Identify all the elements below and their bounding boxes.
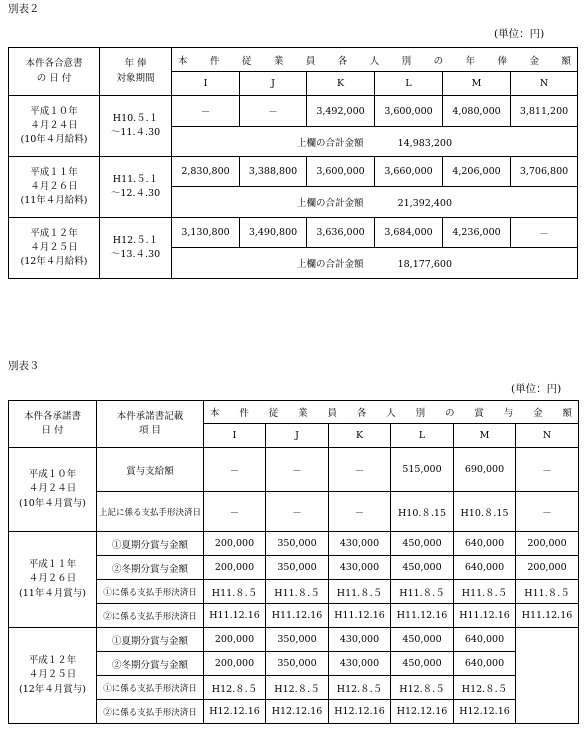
bonus-cell: 690,000 — [454, 448, 516, 492]
bonus-cell: H12.８.５ — [204, 676, 266, 700]
bonus-cell: H11.12.16 — [391, 604, 454, 628]
total-row — [172, 187, 578, 218]
bonus-cell: 200,000 — [204, 556, 266, 580]
header-salary-by-employee: 本 件 従 業 員 各 人 別 の 年 俸 金 額 — [172, 48, 578, 72]
salary-cell: 3,660,000 — [375, 157, 443, 187]
bonus-cell: H11.12.16 — [266, 604, 329, 628]
salary-cell: 3,492,000 — [307, 96, 375, 127]
total-value: 21,392,400 — [397, 198, 452, 209]
salary-cell: 4,206,000 — [443, 157, 511, 187]
bonus-cell: 430,000 — [329, 628, 391, 652]
bonus-cell: H11.12.16 — [329, 604, 391, 628]
bonus-cell: H12.12.16 — [391, 700, 454, 724]
bonus-cell: 450,000 — [391, 556, 454, 580]
bonus-cell: 430,000 — [329, 532, 391, 556]
salary-period: H10.５.１ ～11.４.30 — [100, 96, 172, 157]
header-consent-date: 本件各承諾書 日 付 — [9, 401, 97, 448]
salary-cell: － — [511, 218, 578, 248]
bonus-cell: H11.８.５ — [391, 580, 454, 604]
salary-cell: 3,684,000 — [375, 218, 443, 248]
salary-cell: 2,830,800 — [172, 157, 240, 187]
bonus-cell: H12.12.16 — [454, 700, 516, 724]
item-label: ①夏期分賞与金額 — [97, 628, 204, 652]
bonus-cell: H11.８.５ — [454, 580, 516, 604]
bonus-cell: 200,000 — [516, 556, 579, 580]
person-header: N — [511, 72, 578, 96]
agreement-date: 平成１２年 ４月２５日 (12年４月給料) — [9, 218, 100, 279]
bonus-cell: 515,000 — [391, 448, 454, 492]
bonus-cell: H11.８.５ — [329, 580, 391, 604]
bonus-cell: H11.12.16 — [454, 604, 516, 628]
total-label: 上欄の合計金額 — [297, 137, 364, 149]
bonus-cell: H10.８.15 — [391, 492, 454, 532]
person-header: M — [454, 424, 516, 448]
consent-date: 平成１１年 ４月２６日 (11年４月賞与) — [9, 532, 97, 628]
item-label: 上記に係る支払手形決済日 — [97, 492, 204, 532]
salary-cell: 3,706,800 — [511, 157, 578, 187]
bonus-cell: － — [329, 492, 391, 532]
bonus-cell: － — [516, 492, 579, 532]
item-label: ①に係る支払手形決済日 — [97, 580, 204, 604]
salary-period: H12.５.１ ～13.４.30 — [100, 218, 172, 279]
table3-title: 別表３ — [8, 360, 40, 372]
bonus-cell: H12.８.５ — [266, 676, 329, 700]
bonus-cell: 350,000 — [266, 628, 329, 652]
bonus-cell: 430,000 — [329, 652, 391, 676]
header-bonus-by-employee: 本 件 従 業 員 各 人 別 の 賞 与 金 額 — [204, 401, 579, 424]
salary-cell: 3,811,200 — [511, 96, 578, 127]
header-salary-period: 年 俸 対象期間 — [100, 48, 172, 96]
bonus-cell: － — [266, 492, 329, 532]
header-agreement-date: 本件各合意書 の 日 付 — [9, 48, 100, 96]
consent-date: 平成１０年 ４月２４日 (10年４月賞与) — [9, 448, 97, 532]
bonus-cell: H10.８.15 — [454, 492, 516, 532]
bonus-cell: 640,000 — [454, 652, 516, 676]
person-header: I — [172, 72, 240, 96]
bonus-cell: 200,000 — [204, 652, 266, 676]
salary-cell: 3,388,800 — [240, 157, 307, 187]
bonus-table — [8, 400, 579, 724]
total-value: 14,983,200 — [397, 137, 452, 149]
salary-cell: 3,490,800 — [240, 218, 307, 248]
bonus-cell: － — [516, 448, 579, 492]
bonus-cell: H11.12.16 — [204, 604, 266, 628]
person-header: K — [329, 424, 391, 448]
header-consent-item: 本件承諾書記載 項 目 — [97, 401, 204, 448]
bonus-cell: 200,000 — [516, 532, 579, 556]
salary-table — [8, 47, 578, 279]
bonus-cell: 640,000 — [454, 556, 516, 580]
bonus-cell: H12.12.16 — [266, 700, 329, 724]
salary-cell: 4,236,000 — [443, 218, 511, 248]
item-label: ①夏期分賞与金額 — [97, 532, 204, 556]
salary-cell: 4,080,000 — [443, 96, 511, 127]
salary-period: H11.５.１ ～12.４.30 — [100, 157, 172, 218]
bonus-cell: H11.12.16 — [516, 604, 579, 628]
total-value: 18,177,600 — [397, 259, 452, 270]
bonus-cell: 640,000 — [454, 532, 516, 556]
bonus-cell: H12.12.16 — [204, 700, 266, 724]
bonus-cell: 350,000 — [266, 652, 329, 676]
bonus-cell: 200,000 — [204, 628, 266, 652]
bonus-cell: － — [266, 448, 329, 492]
person-header: M — [443, 72, 511, 96]
salary-cell: 3,130,800 — [172, 218, 240, 248]
item-label: ②冬期分賞与金額 — [97, 556, 204, 580]
agreement-date: 平成１０年 ４月２４日 (10年４月給料) — [9, 96, 100, 157]
bonus-cell: H12.８.５ — [454, 676, 516, 700]
bonus-cell: H11.８.５ — [516, 580, 579, 604]
agreement-date: 平成１１年 ４月２６日 (11年４月給料) — [9, 157, 100, 218]
bonus-cell: － — [204, 448, 266, 492]
bonus-cell: H12.８.５ — [391, 676, 454, 700]
person-header: L — [391, 424, 454, 448]
table2-title: 別表２ — [8, 3, 40, 15]
person-header: K — [307, 72, 375, 96]
salary-cell: 3,600,000 — [307, 157, 375, 187]
bonus-cell: － — [329, 448, 391, 492]
salary-cell: － — [172, 96, 240, 127]
bonus-cell: H11.８.５ — [204, 580, 266, 604]
total-row — [172, 127, 578, 157]
bonus-cell: 350,000 — [266, 532, 329, 556]
table3-unit: (単位：円) — [511, 383, 562, 395]
total-label: 上欄の合計金額 — [297, 198, 364, 209]
total-row — [172, 248, 578, 279]
item-label: ②に係る支払手形決済日 — [97, 604, 204, 628]
person-header: J — [266, 424, 329, 448]
bonus-cell: 450,000 — [391, 532, 454, 556]
bonus-cell: H12.８.５ — [329, 676, 391, 700]
bonus-cell: 200,000 — [204, 532, 266, 556]
salary-cell: － — [240, 96, 307, 127]
salary-cell: 3,636,000 — [307, 218, 375, 248]
bonus-cell: 450,000 — [391, 652, 454, 676]
bonus-cell: 350,000 — [266, 556, 329, 580]
salary-cell: 3,600,000 — [375, 96, 443, 127]
item-label: ②に係る支払手形決済日 — [97, 700, 204, 724]
person-header: N — [516, 424, 579, 448]
table2-unit: (単位：円) — [494, 28, 545, 40]
person-header: J — [240, 72, 307, 96]
bonus-cell: 640,000 — [454, 628, 516, 652]
consent-date: 平成１２年 ４月２５日 (12年４月賞与) — [9, 628, 97, 724]
bonus-cell: 430,000 — [329, 556, 391, 580]
total-label: 上欄の合計金額 — [297, 259, 364, 270]
person-header: I — [204, 424, 266, 448]
bonus-cell: H12.12.16 — [329, 700, 391, 724]
item-label: ②冬期分賞与金額 — [97, 652, 204, 676]
bonus-cell: H11.８.５ — [266, 580, 329, 604]
bonus-cell: － — [204, 492, 266, 532]
item-label: 賞与支給額 — [97, 448, 204, 492]
empty-cell — [516, 628, 579, 724]
bonus-cell: 450,000 — [391, 628, 454, 652]
item-label: ①に係る支払手形決済日 — [97, 676, 204, 700]
person-header: L — [375, 72, 443, 96]
